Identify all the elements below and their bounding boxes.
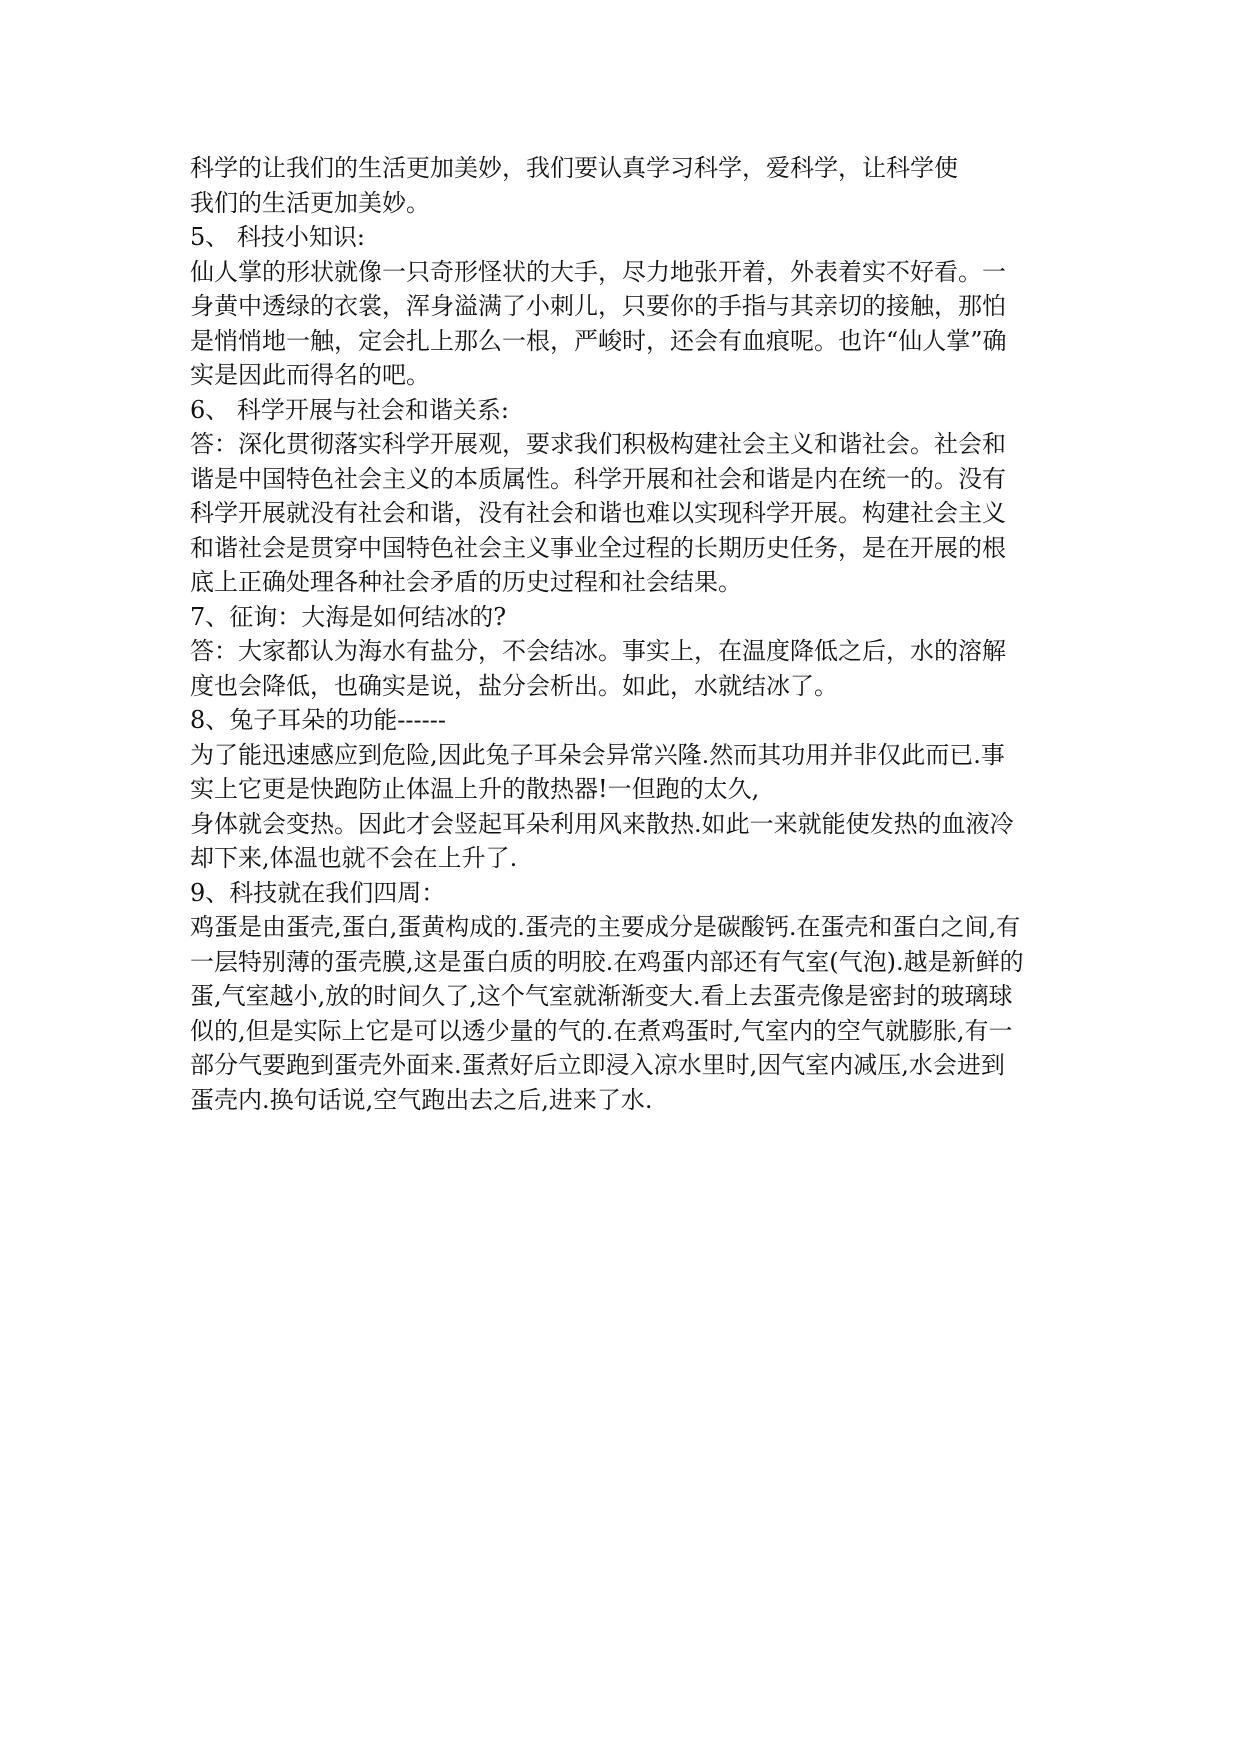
text-line: 身黄中透绿的衣裳，浑身溢满了小刺儿，只要你的手指与其亲切的接触，那怕: [190, 292, 1006, 320]
section-heading: 6、 科学开展与社会和谐关系:: [190, 395, 509, 424]
text-line: 和谐社会是贯穿中国特色社会主义事业全过程的长期历史任务，是在开展的根: [190, 533, 1006, 562]
text-line: 我们的生活更加美妙。: [190, 188, 430, 217]
section-heading: 9、科技就在我们四周：: [190, 878, 446, 907]
text-line: 部分气要跑到蛋壳外面来.蛋煮好后立即浸入凉水里时,因气室内减压,水会进到: [190, 1051, 1005, 1079]
document-body: [190, 151, 1065, 1117]
text-line: 似的,但是实际上它是可以透少量的气的.在煮鸡蛋时,气室内的空气就膨胀,有一: [190, 1016, 1013, 1045]
text-line: 一层特别薄的蛋壳膜,这是蛋白质的明胶.在鸡蛋内部还有气室(气泡).越是新鲜的: [190, 947, 1024, 976]
text-line: 底上正确处理各种社会矛盾的历史过程和社会结果。: [190, 568, 742, 596]
section-heading: 5、 科技小知识:: [190, 223, 365, 251]
text-line: 身体就会变热。因此才会竖起耳朵利用风来散热.如此一来就能使发热的血液冷: [190, 809, 1014, 838]
text-line: 实是因此而得名的吧。: [190, 361, 430, 389]
text-line: 科学开展就没有社会和谐，没有社会和谐也难以实现科学开展。构建社会主义: [190, 499, 1006, 527]
text-line: 答：大家都认为海水有盐分，不会结冰。事实上，在温度降低之后，水的溶解: [190, 637, 1006, 665]
text-line: 谐是中国特色社会主义的本质属性。科学开展和社会和谐是内在统一的。没有: [190, 464, 1006, 493]
section-heading: 8、兔子耳朵的功能------: [190, 706, 446, 734]
text-line: 科学的让我们的生活更加美妙，我们要认真学习科学，爱科学，让科学使: [190, 154, 958, 182]
text-line: 为了能迅速感应到危险,因此兔子耳朵会异常兴隆.然而其功用并非仅此而已.事: [190, 740, 1005, 769]
text-line: 蛋壳内.换句话说,空气跑出去之后,进来了水.: [190, 1085, 653, 1114]
text-line: 答：深化贯彻落实科学开展观，要求我们积极构建社会主义和谐社会。社会和: [190, 430, 1006, 458]
section-heading: 7、征询：大海是如何结冰的?: [190, 602, 507, 631]
text-line: 度也会降低，也确实是说，盐分会析出。如此，水就结冰了。: [190, 671, 838, 700]
text-line: 鸡蛋是由蛋壳,蛋白,蛋黄构成的.蛋壳的主要成分是碳酸钙.在蛋壳和蛋白之间,有: [190, 913, 1021, 941]
text-line: 仙人掌的形状就像一只奇形怪状的大手，尽力地张开着，外表着实不好看。一: [190, 257, 1006, 286]
text-line: 实上它更是快跑防止体温上升的散热器!一但跑的太久,: [190, 775, 760, 803]
text-line: 却下来,体温也就不会在上升了.: [190, 844, 518, 872]
text-line: 是悄悄地一触，定会扎上那么一根，严峻时，还会有血痕呢。也许“仙人掌”确: [190, 326, 1007, 355]
text-line: 蛋,气室越小,放的时间久了,这个气室就渐渐变大.看上去蛋壳像是密封的玻璃球: [190, 982, 1013, 1010]
